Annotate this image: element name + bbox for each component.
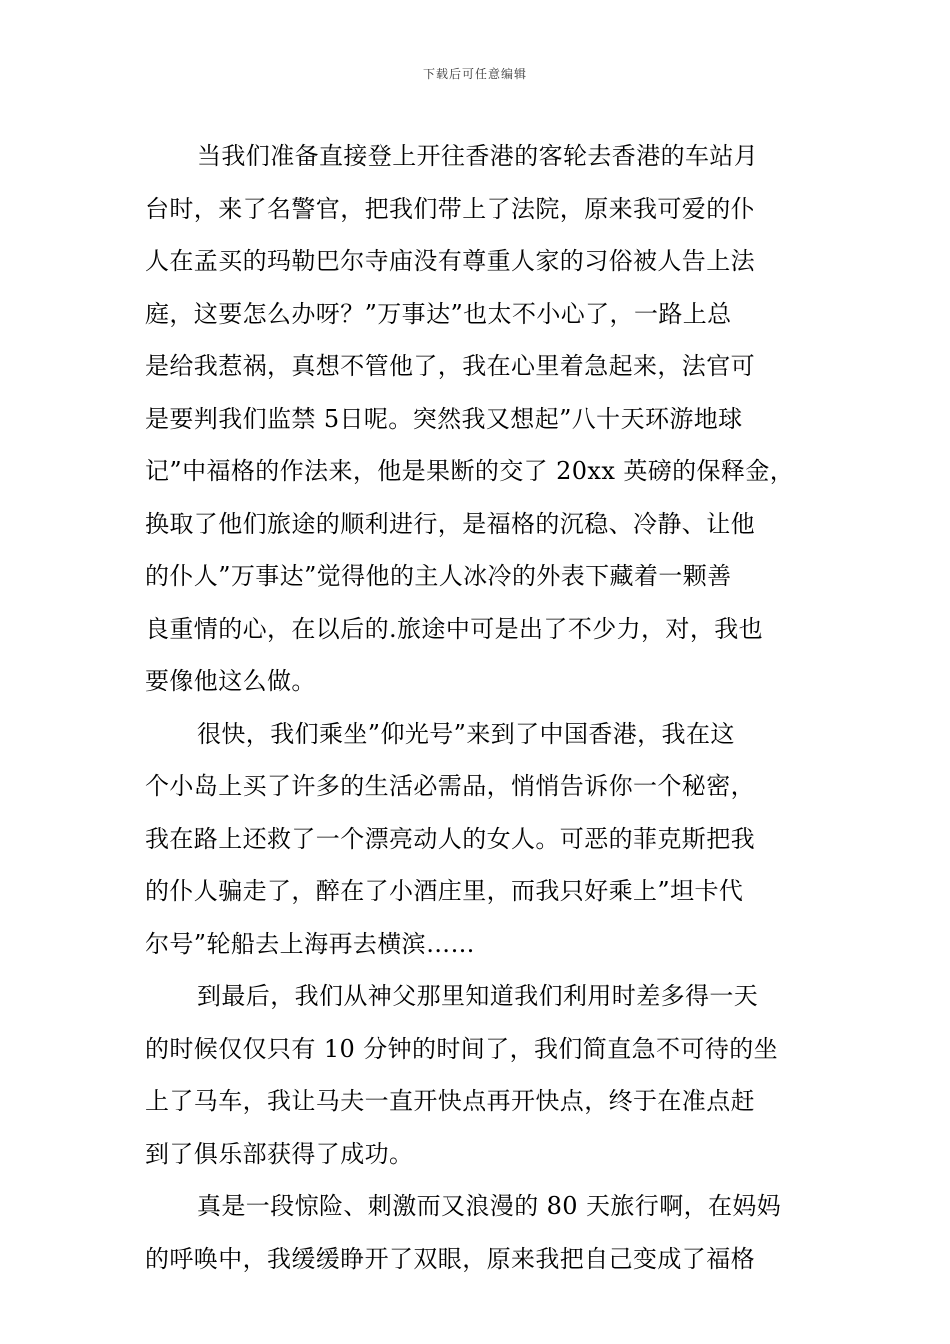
text-line: 我在路上还救了一个漂亮动人的女人。可恶的菲克斯把我 (145, 824, 755, 853)
body-text (145, 130, 810, 1285)
text-line: 是要判我们监禁 5日呢。突然我又想起”八十天环游地球 (145, 404, 743, 433)
text-line: 当我们准备直接登上开往香港的客轮去香港的车站月 (197, 142, 759, 170)
text-line: 上了马车，我让马夫一直开快点再开快点，终于在准点赶 (145, 1087, 755, 1115)
text-line: 记”中福格的作法来，他是果断的交了 20xx 英磅的保释金， (145, 457, 795, 485)
text-line: 人在孟买的玛勒巴尔寺庙没有尊重人家的习俗被人告上法 (145, 247, 755, 275)
text-line: 换取了他们旅途的顺利进行，是福格的沉稳、冷静、让他 (145, 509, 755, 538)
text-line: 庭，这要怎么办呀？”万事达”也太不小心了，一路上总 (145, 299, 732, 328)
text-line: 的时候仅仅只有 10 分钟的时间了，我们简直急不可待的坐 (145, 1034, 778, 1063)
text-line: 要像他这么做。 (145, 667, 316, 695)
text-line: 是给我惹祸，真想不管他了，我在心里着急起来，法官可 (145, 352, 755, 380)
text-line: 真是一段惊险、刺激而又浪漫的 80 天旅行啊，在妈妈 (197, 1192, 782, 1220)
text-line: 到了俱乐部获得了成功。 (145, 1139, 414, 1168)
text-line: 的仆人骗走了，醉在了小酒庄里，而我只好乘上”坦卡代 (145, 877, 744, 905)
text-line: 到最后，我们从神父那里知道我们利用时差多得一天 (197, 982, 759, 1010)
text-line: 良重情的心，在以后的.旅途中可是出了不少力，对，我也 (145, 614, 764, 643)
header-note: 下载后可任意编辑 (422, 67, 527, 81)
text-line: 的仆人”万事达”觉得他的主人冰冷的外表下藏着一颗善 (145, 562, 732, 590)
text-line: 个小岛上买了许多的生活必需品，悄悄告诉你一个秘密， (145, 772, 755, 800)
text-line: 尔号”轮船去上海再去横滨…… (145, 929, 475, 958)
text-line: 很快，我们乘坐”仰光号”来到了中国香港，我在这 (197, 719, 735, 748)
text-line: 台时，来了名警官，把我们带上了法院，原来我可爱的仆 (145, 194, 755, 223)
text-line: 的呼唤中，我缓缓睁开了双眼，原来我把自己变成了福格 (145, 1244, 755, 1273)
